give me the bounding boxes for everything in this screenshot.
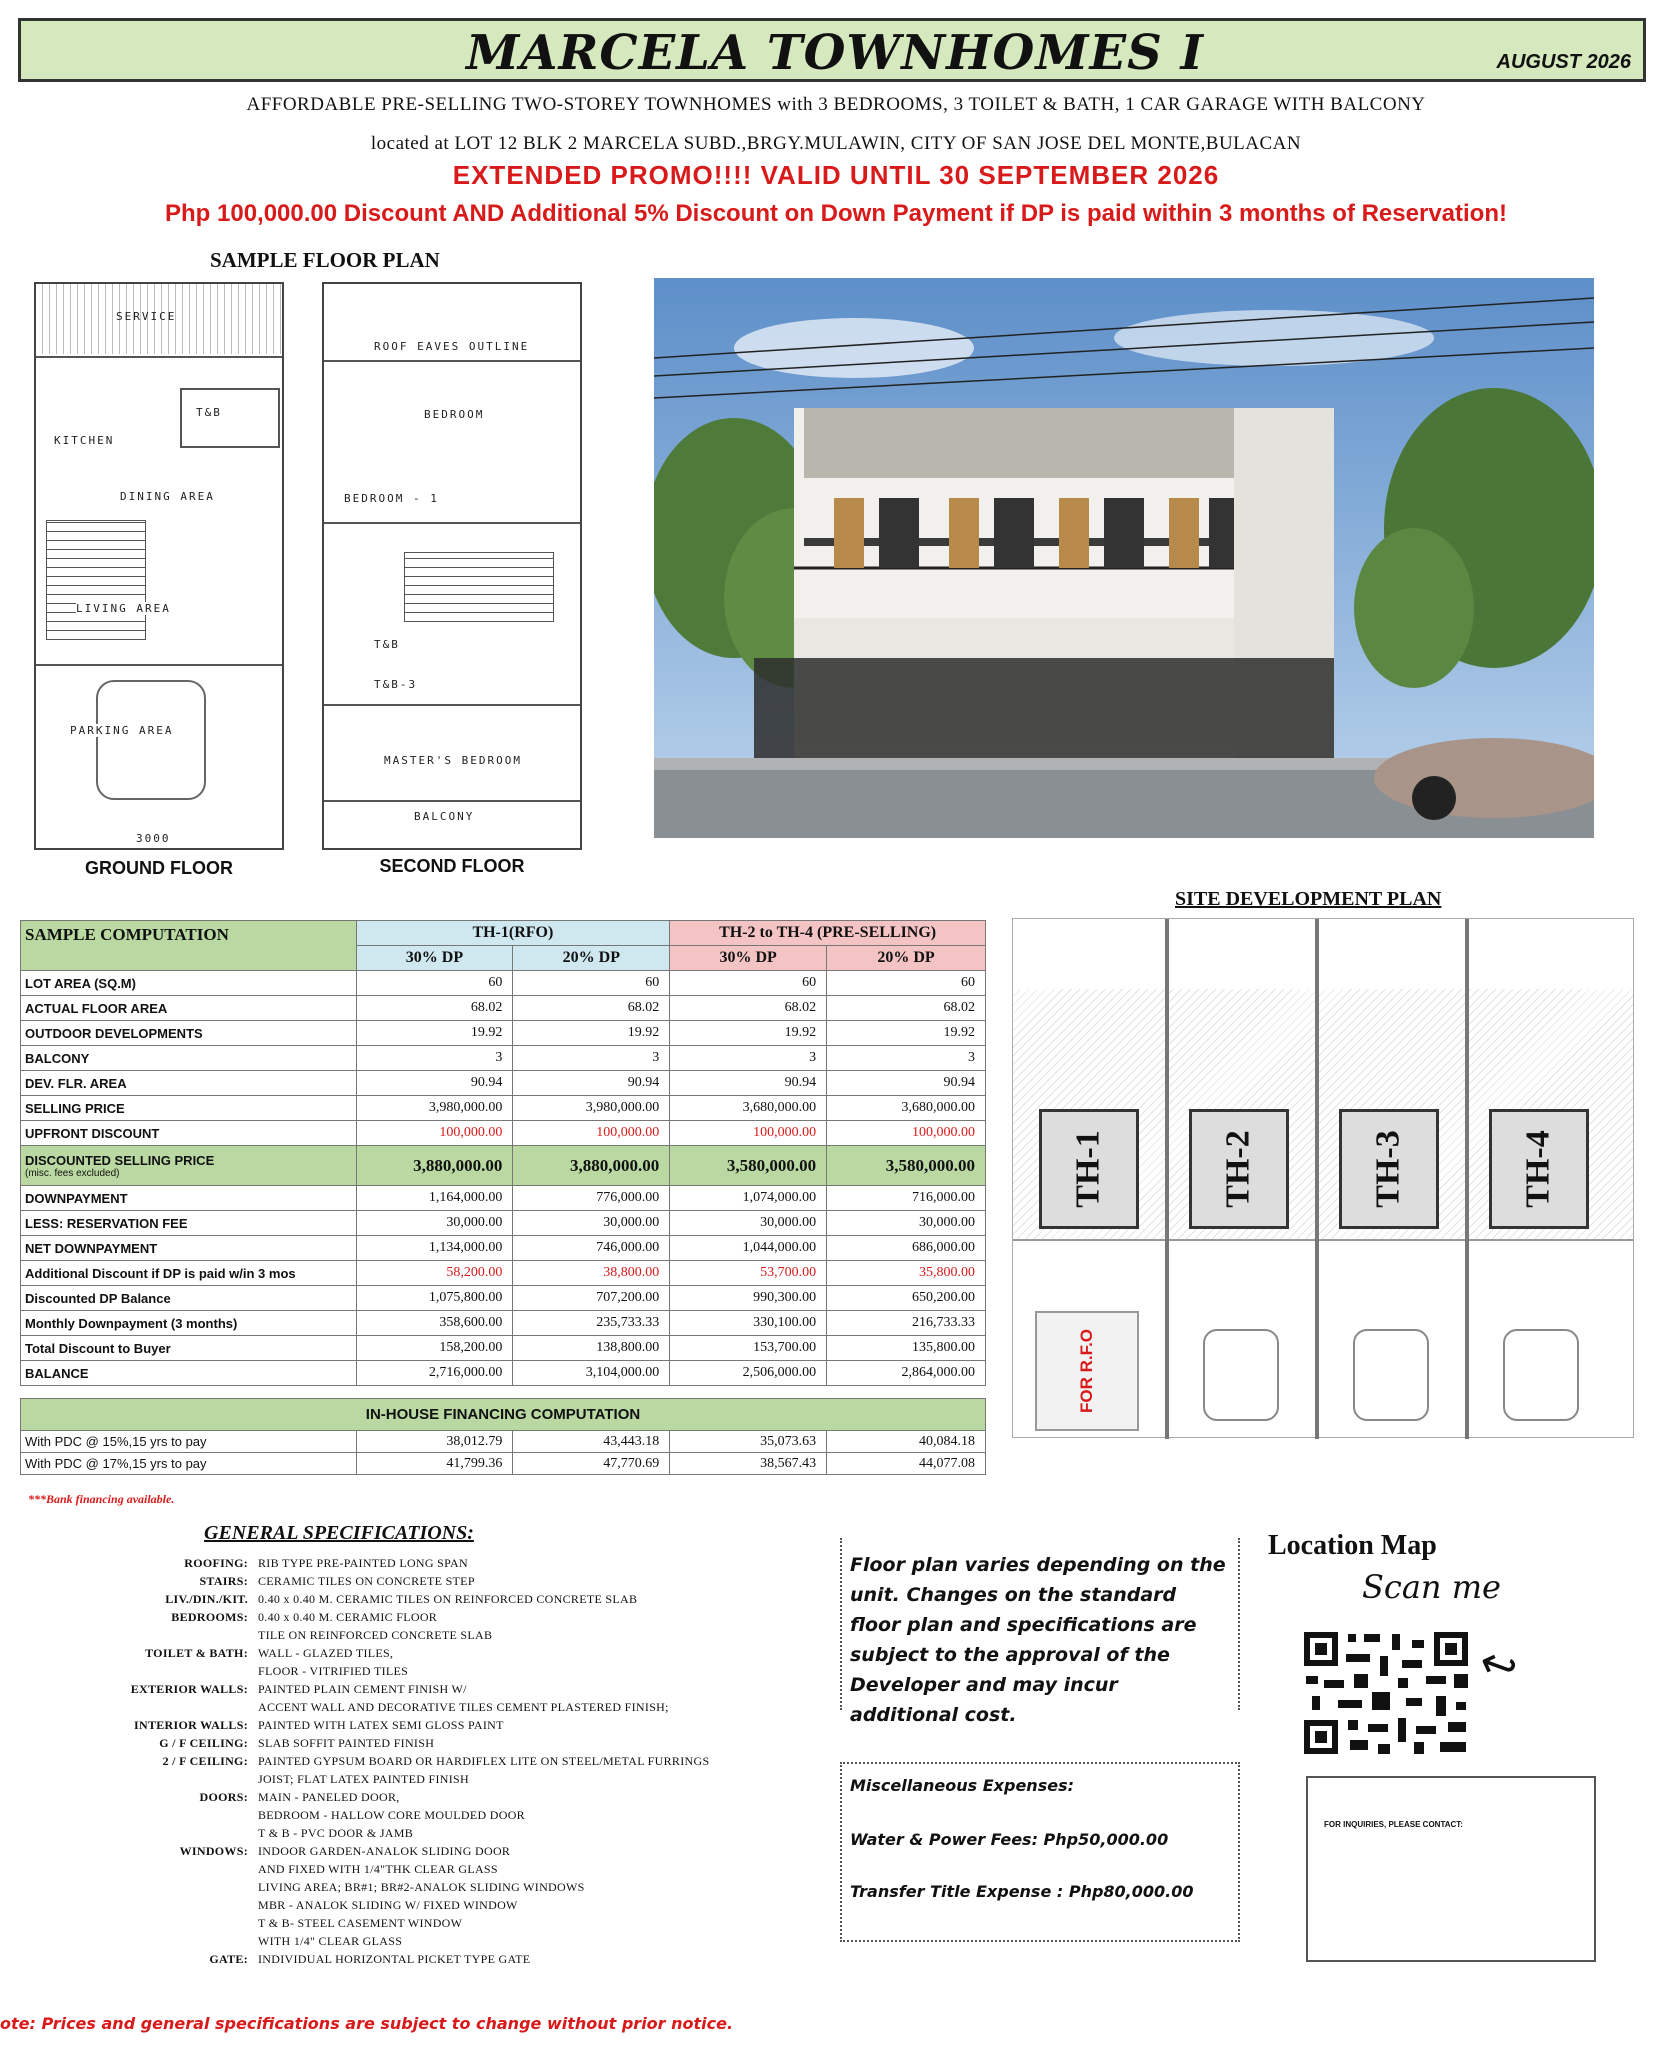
- table-cell: 153,700.00: [670, 1336, 827, 1361]
- table-cell: 60: [670, 971, 827, 996]
- misc-water: Water & Power Fees: Php50,000.00: [850, 1830, 1169, 1849]
- subtitle: AFFORDABLE PRE-SELLING TWO-STOREY TOWNHOMES with 3 BEDROOMS, 3 TOILET & BATH, 1 CAR GARAGE WITH BALCONY: [246, 94, 1426, 115]
- spec-key: WINDOWS:: [179, 1844, 248, 1858]
- table-cell: 2,506,000.00: [670, 1361, 827, 1386]
- spec-value: MBR - ANALOK SLIDING W/ FIXED WINDOW: [258, 1898, 518, 1912]
- table-cell: 2,716,000.00: [356, 1361, 513, 1386]
- table-cell: 35,800.00: [827, 1261, 986, 1286]
- spec-value: PAINTED GYPSUM BOARD OR HARDIFLEX LITE ON STEEL/METAL FURRINGS: [258, 1754, 710, 1768]
- misc-title: Miscellaneous Expenses:: [850, 1776, 1074, 1795]
- table-cell: 1,044,000.00: [670, 1236, 827, 1261]
- header-date: AUGUST 2026: [1496, 51, 1631, 73]
- table-cell: 3,580,000.00: [670, 1146, 827, 1186]
- table-row-label: With PDC @ 15%,15 yrs to pay: [21, 1431, 357, 1453]
- ground-floor-plan: [34, 282, 284, 850]
- site-unit-th1: [1039, 1109, 1139, 1229]
- table-cell: 686,000.00: [827, 1236, 986, 1261]
- site-unit-th1-label: TH-1: [1069, 1130, 1107, 1208]
- spec-value: PAINTED PLAIN CEMENT FINISH W/: [258, 1682, 467, 1696]
- table-cell: 90.94: [513, 1071, 670, 1096]
- misc-transfer: Transfer Title Expense : Php80,000.00: [850, 1882, 1194, 1901]
- plan-width-dimension: 3000: [136, 832, 171, 845]
- table-row: [21, 1186, 986, 1211]
- second-floor-label: SECOND FLOOR: [379, 856, 525, 876]
- footer-note: ote: Prices and general specifications are subject to change without prior notice.: [0, 2014, 734, 2033]
- table-row: [21, 971, 986, 996]
- sample-computation-table: [20, 920, 986, 1386]
- spec-value: 0.40 x 0.40 M. CERAMIC FLOOR: [258, 1610, 438, 1624]
- group-rfo: TH-1(RFO): [356, 921, 670, 946]
- table-cell: 30,000.00: [670, 1211, 827, 1236]
- spec-key: BEDROOMS:: [171, 1610, 248, 1624]
- table-row-label: NET DOWNPAYMENT: [21, 1236, 357, 1261]
- table-cell: 235,733.33: [513, 1311, 670, 1336]
- table-cell: 68.02: [827, 996, 986, 1021]
- ground-stairs: [46, 520, 146, 640]
- specs-list: [18, 1556, 838, 1976]
- site-plan: [1012, 918, 1634, 1438]
- spec-value: INDIVIDUAL HORIZONTAL PICKET TYPE GATE: [258, 1952, 531, 1966]
- table-cell: 3,104,000.00: [513, 1361, 670, 1386]
- table-cell: 30,000.00: [513, 1211, 670, 1236]
- bank-note: ***Bank financing available.: [28, 1492, 175, 1506]
- table-row-label: DEV. FLR. AREA: [21, 1071, 357, 1096]
- table-cell: 3,880,000.00: [513, 1146, 670, 1186]
- table-cell: 58,200.00: [356, 1261, 513, 1286]
- table-cell: 47,770.69: [513, 1453, 670, 1475]
- car-icon: [1503, 1329, 1579, 1421]
- table-cell: 650,200.00: [827, 1286, 986, 1311]
- table-row: [21, 1361, 986, 1386]
- table-cell: 1,075,800.00: [356, 1286, 513, 1311]
- floorplan-note: Floor plan varies depending on the unit. Changes on the standard floor plan and specifications are subject to the approval of the Developer and may incur additional cost.: [840, 1538, 1240, 1710]
- floor-plan-heading: SAMPLE FLOOR PLAN: [210, 248, 440, 272]
- room-label-parking: PARKING AREA: [70, 724, 174, 737]
- header-banner: [18, 18, 1646, 82]
- spec-key: 2 / F CEILING:: [162, 1754, 248, 1768]
- table-cell: 60: [513, 971, 670, 996]
- spec-key: G / F CEILING:: [159, 1736, 248, 1750]
- room-label-tb: T&B: [196, 406, 222, 419]
- table-cell: 35,073.63: [670, 1431, 827, 1453]
- spec-value: RIB TYPE PRE-PAINTED LONG SPAN: [258, 1556, 468, 1570]
- table-cell: 19.92: [356, 1021, 513, 1046]
- table-row-label: LESS: RESERVATION FEE: [21, 1211, 357, 1236]
- car-outline: [96, 680, 206, 800]
- computation-title: SAMPLE COMPUTATION: [21, 921, 357, 971]
- table-cell: 90.94: [356, 1071, 513, 1096]
- spec-key: GATE:: [209, 1952, 248, 1966]
- table-row-label: Discounted DP Balance: [21, 1286, 357, 1311]
- col-header: 20% DP: [513, 946, 670, 971]
- tb-room: [180, 388, 280, 448]
- table-row: [21, 1453, 986, 1475]
- table-row: [21, 1071, 986, 1096]
- second-stairs: [404, 552, 554, 622]
- spec-value: T & B - PVC DOOR & JAMB: [258, 1826, 414, 1840]
- table-cell: 776,000.00: [513, 1186, 670, 1211]
- table-row: [21, 1311, 986, 1336]
- spec-key: STAIRS:: [199, 1574, 248, 1588]
- table-row-label: Additional Discount if DP is paid w/in 3 mos: [21, 1261, 357, 1286]
- spec-key: EXTERIOR WALLS:: [130, 1682, 248, 1696]
- spec-value: WALL - GLAZED TILES,: [258, 1646, 394, 1660]
- table-cell: 990,300.00: [670, 1286, 827, 1311]
- table-cell: 3,580,000.00: [827, 1146, 986, 1186]
- table-cell: 44,077.08: [827, 1453, 986, 1475]
- table-row: [21, 1211, 986, 1236]
- table-cell: 138,800.00: [513, 1336, 670, 1361]
- table-cell: 19.92: [670, 1021, 827, 1046]
- table-cell: 3,680,000.00: [827, 1096, 986, 1121]
- spec-key: TOILET & BATH:: [145, 1646, 248, 1660]
- table-cell: 1,164,000.00: [356, 1186, 513, 1211]
- table-cell: 100,000.00: [827, 1121, 986, 1146]
- table-cell: 53,700.00: [670, 1261, 827, 1286]
- table-cell: 330,100.00: [670, 1311, 827, 1336]
- table-row: [21, 996, 986, 1021]
- site-plan-heading: SITE DEVELOPMENT PLAN: [1175, 888, 1442, 910]
- table-cell: 38,567.43: [670, 1453, 827, 1475]
- table-cell: 3,880,000.00: [356, 1146, 513, 1186]
- table-cell: 3,980,000.00: [356, 1096, 513, 1121]
- table-row: [21, 1046, 986, 1071]
- financing-table: [20, 1398, 986, 1475]
- specs-title: GENERAL SPECIFICATIONS:: [204, 1522, 474, 1544]
- discount-banner: Php 100,000.00 Discount AND Additional 5% Discount on Down Payment if DP is paid within 3 months of Reservation!: [165, 200, 1507, 227]
- table-row: [21, 1286, 986, 1311]
- table-cell: 38,800.00: [513, 1261, 670, 1286]
- table-cell: 43,443.18: [513, 1431, 670, 1453]
- spec-value: CERAMIC TILES ON CONCRETE STEP: [258, 1574, 475, 1588]
- col-header: 30% DP: [670, 946, 827, 971]
- promo-banner: EXTENDED PROMO!!!! VALID UNTIL 30 SEPTEMBER 2026: [452, 160, 1220, 190]
- room-label-tb3: T&B-3: [374, 678, 418, 691]
- table-cell: 135,800.00: [827, 1336, 986, 1361]
- room-label-kitchen: KITCHEN: [54, 434, 115, 447]
- table-row: [21, 1336, 986, 1361]
- site-unit-th4-label: TH-4: [1519, 1130, 1557, 1208]
- room-label-tb2: T&B: [374, 638, 400, 651]
- spec-value: AND FIXED WITH 1/4"THK CLEAR GLASS: [258, 1862, 498, 1876]
- room-label-living: LIVING AREA: [76, 602, 171, 615]
- spec-value: WITH 1/4" CLEAR GLASS: [258, 1934, 403, 1948]
- site-rfo-tag: [1035, 1311, 1139, 1431]
- spec-value: INDOOR GARDEN-ANALOK SLIDING DOOR: [258, 1844, 511, 1858]
- table-row-label: BALANCE: [21, 1361, 357, 1386]
- table-cell: 2,864,000.00: [827, 1361, 986, 1386]
- site-unit-th4: [1489, 1109, 1589, 1229]
- table-row-label: UPFRONT DISCOUNT: [21, 1121, 357, 1146]
- table-cell: 100,000.00: [513, 1121, 670, 1146]
- spec-key: LIV./DIN./KIT.: [165, 1592, 248, 1606]
- room-label-bedroom: BEDROOM: [424, 408, 485, 421]
- table-cell: 19.92: [513, 1021, 670, 1046]
- table-cell: 40,084.18: [827, 1431, 986, 1453]
- table-cell: 60: [827, 971, 986, 996]
- col-header: 30% DP: [356, 946, 513, 971]
- spec-value: TILE ON REINFORCED CONCRETE SLAB: [258, 1628, 493, 1642]
- site-unit-th3-label: TH-3: [1369, 1130, 1407, 1208]
- site-unit-th3: [1339, 1109, 1439, 1229]
- spec-value: LIVING AREA; BR#1; BR#2-ANALOK SLIDING WINDOWS: [258, 1880, 585, 1894]
- table-cell: 1,074,000.00: [670, 1186, 827, 1211]
- table-cell: 100,000.00: [670, 1121, 827, 1146]
- table-cell: 90.94: [827, 1071, 986, 1096]
- table-cell: 3,680,000.00: [670, 1096, 827, 1121]
- room-label-masters: MASTER'S BEDROOM: [384, 754, 522, 767]
- page-title: MARCELA TOWNHOMES I: [466, 25, 1204, 81]
- table-row-label: Total Discount to Buyer: [21, 1336, 357, 1361]
- table-row-label: DISCOUNTED SELLING PRICE (misc. fees excluded): [21, 1146, 357, 1186]
- table-cell: 38,012.79: [356, 1431, 513, 1453]
- table-row-label: BALCONY: [21, 1046, 357, 1071]
- ground-floor-label: GROUND FLOOR: [85, 858, 233, 878]
- group-preselling: TH-2 to TH-4 (PRE-SELLING): [670, 921, 986, 946]
- spec-key: INTERIOR WALLS:: [134, 1718, 248, 1732]
- site-unit-th2-label: TH-2: [1219, 1130, 1257, 1208]
- table-cell: 358,600.00: [356, 1311, 513, 1336]
- table-cell: 41,799.36: [356, 1453, 513, 1475]
- table-cell: 3: [827, 1046, 986, 1071]
- spec-value: BEDROOM - HALLOW CORE MOULDED DOOR: [258, 1808, 525, 1822]
- table-row: [21, 1096, 986, 1121]
- table-cell: 3: [513, 1046, 670, 1071]
- table-cell: 68.02: [513, 996, 670, 1021]
- spec-key: ROOFING:: [184, 1556, 248, 1570]
- spec-value: ACCENT WALL AND DECORATIVE TILES CEMENT PLASTERED FINISH;: [258, 1700, 669, 1714]
- table-cell: 60: [356, 971, 513, 996]
- spec-value: JOIST; FLAT LATEX PAINTED FINISH: [258, 1772, 469, 1786]
- table-cell: 30,000.00: [356, 1211, 513, 1236]
- room-label-dining: DINING AREA: [120, 490, 215, 503]
- table-row: [21, 1261, 986, 1286]
- contact-box: [1306, 1776, 1596, 1962]
- table-cell: 1,134,000.00: [356, 1236, 513, 1261]
- room-label-roof: ROOF EAVES OUTLINE: [374, 340, 530, 353]
- spec-value: MAIN - PANELED DOOR,: [258, 1790, 400, 1804]
- table-cell: 3,980,000.00: [513, 1096, 670, 1121]
- table-cell: 30,000.00: [827, 1211, 986, 1236]
- table-row: [21, 1121, 986, 1146]
- table-row-label: LOT AREA (SQ.M): [21, 971, 357, 996]
- table-row: [21, 1431, 986, 1453]
- table-cell: 68.02: [356, 996, 513, 1021]
- table-cell: 216,733.33: [827, 1311, 986, 1336]
- table-row-label: OUTDOOR DEVELOPMENTS: [21, 1021, 357, 1046]
- spec-value: 0.40 x 0.40 M. CERAMIC TILES ON REINFORCED CONCRETE SLAB: [258, 1592, 638, 1606]
- table-cell: 90.94: [670, 1071, 827, 1096]
- spec-value: SLAB SOFFIT PAINTED FINISH: [258, 1736, 435, 1750]
- table-cell: 707,200.00: [513, 1286, 670, 1311]
- table-cell: 19.92: [827, 1021, 986, 1046]
- car-icon: [1353, 1329, 1429, 1421]
- scan-me-text: Scan me: [1362, 1568, 1501, 1606]
- table-cell: 716,000.00: [827, 1186, 986, 1211]
- location-title: Location Map: [1268, 1530, 1437, 1561]
- spec-value: T & B- STEEL CASEMENT WINDOW: [258, 1916, 463, 1930]
- table-cell: 3: [670, 1046, 827, 1071]
- table-cell: 100,000.00: [356, 1121, 513, 1146]
- room-label-balcony: BALCONY: [414, 810, 475, 823]
- spec-value: FLOOR - VITRIFIED TILES: [258, 1664, 409, 1678]
- table-row: [21, 1236, 986, 1261]
- site-rfo-label: FOR R.F.O: [1077, 1328, 1096, 1414]
- qr-code-icon[interactable]: [1302, 1630, 1472, 1758]
- table-row-label: SELLING PRICE: [21, 1096, 357, 1121]
- townhouse-rendering: [654, 278, 1594, 838]
- room-label-bedroom1: BEDROOM - 1: [344, 492, 439, 505]
- contact-label: FOR INQUIRIES, PLEASE CONTACT:: [1324, 1820, 1463, 1829]
- arrow-icon: ↩: [1472, 1636, 1525, 1695]
- table-row-label: ACTUAL FLOOR AREA: [21, 996, 357, 1021]
- table-cell: 3: [356, 1046, 513, 1071]
- col-header: 20% DP: [827, 946, 986, 971]
- table-cell: 68.02: [670, 996, 827, 1021]
- room-label-service: SERVICE: [116, 310, 177, 323]
- table-row-label: With PDC @ 17%,15 yrs to pay: [21, 1453, 357, 1475]
- table-row-label: Monthly Downpayment (3 months): [21, 1311, 357, 1336]
- spec-value: PAINTED WITH LATEX SEMI GLOSS PAINT: [258, 1718, 504, 1732]
- financing-title: IN-HOUSE FINANCING COMPUTATION: [21, 1399, 986, 1431]
- table-row: [21, 1021, 986, 1046]
- second-floor-plan: [322, 282, 582, 850]
- misc-expenses-box: [840, 1762, 1240, 1942]
- car-icon: [1203, 1329, 1279, 1421]
- table-row-label: DOWNPAYMENT: [21, 1186, 357, 1211]
- table-cell: 158,200.00: [356, 1336, 513, 1361]
- site-unit-th2: [1189, 1109, 1289, 1229]
- spec-key: DOORS:: [199, 1790, 248, 1804]
- table-cell: 746,000.00: [513, 1236, 670, 1261]
- location-line: located at LOT 12 BLK 2 MARCELA SUBD.,BRGY.MULAWIN, CITY OF SAN JOSE DEL MONTE,BULACAN: [370, 133, 1302, 154]
